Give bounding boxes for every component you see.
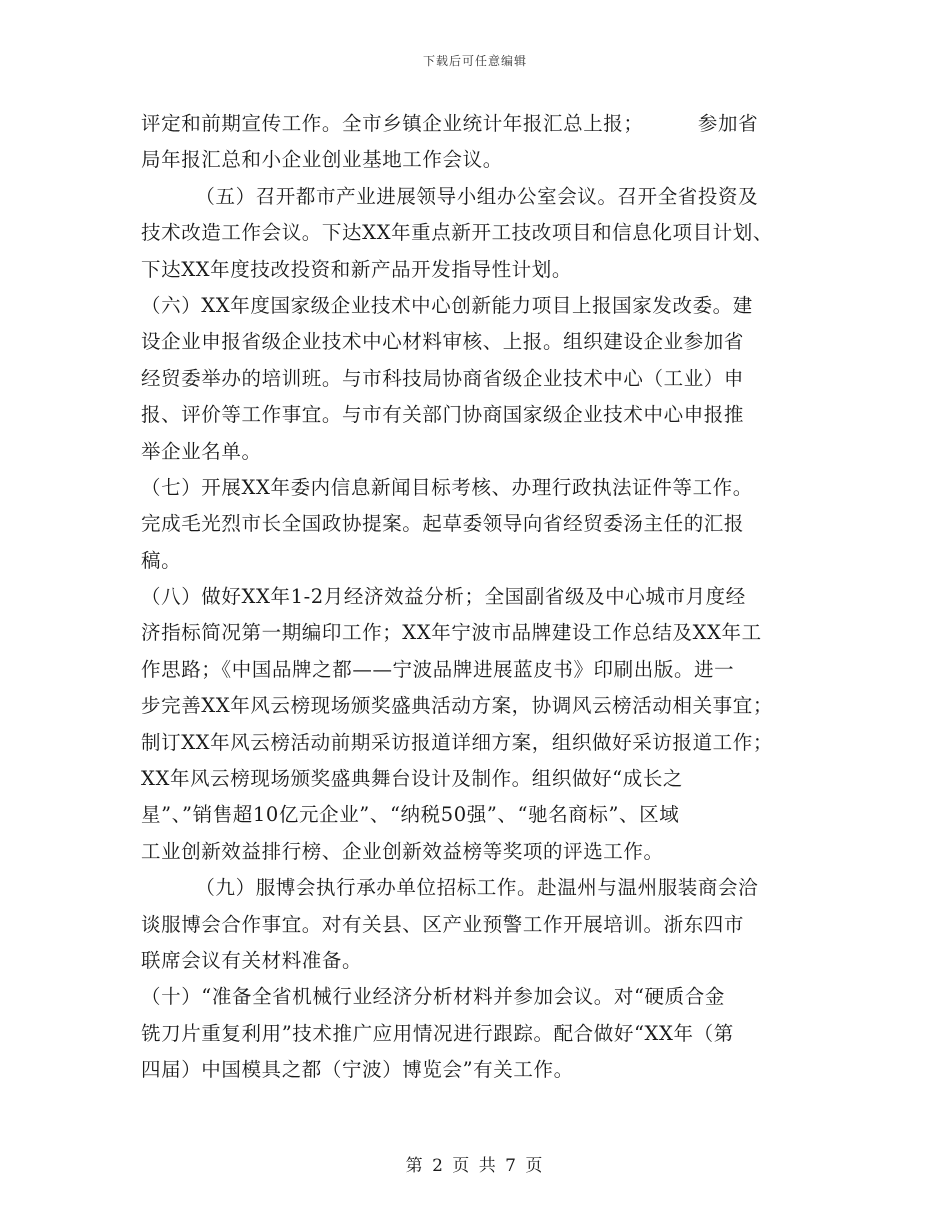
text-line: 技术改造工作会议。下达XX年重点新开工技改项目和信息化项目计划、 xyxy=(141,221,773,245)
text-line: 铣刀片重复利用”技术推广应用情况进行跟踪。配合做好“XX年（第 xyxy=(141,1021,734,1045)
text-line: 下达XX年度技改投资和新产品开发指导性计划。 xyxy=(141,257,572,281)
text-line: 星”、”销售超10亿元企业”、“纳税50强”、“驰名商标”、区域 xyxy=(141,803,680,827)
text-line: 联席会议有关材料准备。 xyxy=(141,948,363,972)
page-header: 下载后可任意编辑 xyxy=(422,54,527,68)
text-line: （九）服博会执行承办单位招标工作。赴温州与温州服装商会洽 xyxy=(141,876,759,900)
text-line: 谈服博会合作事宜。对有关县、区产业预警工作开展培训。浙东四市 xyxy=(141,912,745,936)
text-line: （六）XX年度国家级企业技术中心创新能力项目上报国家发改委。建 xyxy=(141,293,753,317)
page-number: 第 2 页 共 7 页 xyxy=(405,1156,545,1176)
text-line: 四届）中国模具之都（宁波）博览会”有关工作。 xyxy=(141,1058,574,1082)
text-line: 局年报汇总和小企业创业基地工作会议。 xyxy=(141,148,503,172)
text-line: XX年风云榜现场颁奖盛典舞台设计及制作。组织做好“成长之 xyxy=(141,767,684,791)
text-line: 工业创新效益排行榜、企业创新效益榜等奖项的评选工作。 xyxy=(141,839,664,863)
text-line: 步完善XX年风云榜现场颁奖盛典活动方案，协调风云榜活动相关事宜； xyxy=(141,694,773,718)
text-line: 完成毛光烈市长全国政协提案。起草委领导向省经贸委汤主任的汇报 xyxy=(141,512,745,536)
text-line: （十）“准备全省机械行业经济分析材料并参加会议。对“硬质合金 xyxy=(141,985,725,1009)
text-line: 评定和前期宣传工作。全市乡镇企业统计年报汇总上报； 参加省 xyxy=(141,112,759,135)
text-line: 作思路；《中国品牌之都——宁波品牌进展蓝皮书》印刷出版。进一 xyxy=(141,657,735,681)
text-line: 设企业申报省级企业技术中心材料审核、上报。组织建设企业参加省 xyxy=(141,330,745,354)
text-line: 稿。 xyxy=(141,548,182,572)
text-line: （八）做好XX年1-2月经济效益分析；全国副省级及中心城市月度经 xyxy=(141,585,746,609)
text-line: （七）开展XX年委内信息新闻目标考核、办理行政执法证件等工作。 xyxy=(141,475,753,499)
text-line: 制订XX年风云榜活动前期采访报道详细方案，组织做好采访报道工作； xyxy=(141,730,773,754)
text-line: 报、评价等工作事宜。与市有关部门协商国家级企业技术中心申报推 xyxy=(141,403,745,427)
text-line: 济指标简况第一期编印工作；XX年宁波市品牌建设工作总结及XX年工 xyxy=(141,621,762,645)
text-line: 举企业名单。 xyxy=(141,439,262,463)
text-line: 经贸委举办的培训班。与市科技局协商省级企业技术中心（工业）申 xyxy=(141,366,745,390)
text-line: （五）召开都市产业进展领导小组办公室会议。召开全省投资及 xyxy=(141,184,759,208)
document-body xyxy=(141,106,821,1089)
